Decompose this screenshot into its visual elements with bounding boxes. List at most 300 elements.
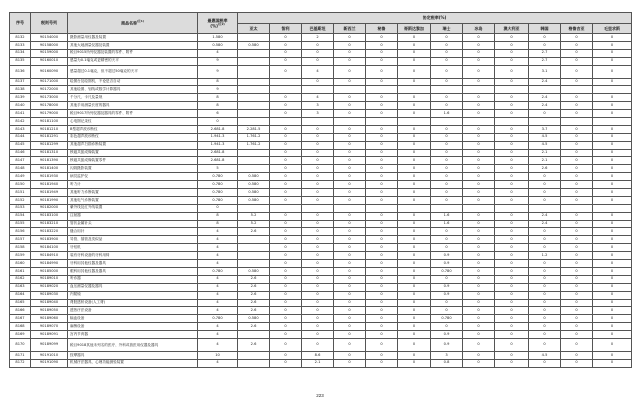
cell-rate: 0 [270,102,302,110]
cell-rate: 0 [334,189,366,197]
cell-rate: 0 [270,315,302,323]
header-code: 税则号列 [31,13,68,34]
cell-rate: 0 [593,173,632,181]
cell-rate: 0 [366,291,398,299]
table-row [10,86,632,94]
cell-name: 核磁共振成像装置 [68,149,198,157]
cell-code: 90189020 [31,283,68,291]
cell-rate: 0 [334,65,366,78]
cell-name: 内窥镜 [68,291,198,299]
cell-rate: 0.9 [431,252,463,260]
cell-rate: 0 [366,244,398,252]
cell-rate: 0 [561,34,593,42]
table-row [10,331,632,339]
cell-rate: 0 [529,291,561,299]
cell-rate: 0 [302,267,334,275]
cell-rate: 0 [302,331,334,339]
cell-rate: 0 [270,133,302,141]
cell-code: 90158000 [31,41,68,49]
cell-rate: 1.2 [529,252,561,260]
cell-code: 90185000 [31,267,68,275]
cell-rate [238,351,270,359]
cell-rate: 0 [302,133,334,141]
cell-rate: 0 [463,141,495,149]
cell-rate: 0 [593,291,632,299]
cell-mfn: 8 [198,102,238,110]
cell-code: 90160010 [31,57,68,65]
header-country: 巴基斯坦 [302,24,334,34]
cell-rate: 0 [561,125,593,133]
cell-mfn: 8 [198,212,238,220]
cell-rate: 0 [495,275,529,283]
cell-rate: 0 [302,275,334,283]
cell-rate: 0 [431,102,463,110]
cell-rate: 0 [334,196,366,204]
cell-code: 90173000 [31,94,68,102]
cell-rate [463,204,495,212]
cell-name: 病员监护仪 [68,173,198,181]
cell-rate [398,204,431,212]
cell-rate: 0 [495,173,529,181]
cell-rate: 0 [302,157,334,165]
cell-rate: 0 [270,141,302,149]
cell-rate: 0 [463,78,495,86]
table-row [10,57,632,65]
cell-name: 感量超过0.1毫克，但不超过50毫克的天平 [68,65,198,78]
cell-rate: 0 [398,236,431,244]
cell-rate: 0 [398,102,431,110]
cell-rate: 2.6 [529,165,561,173]
cell-rate: 0 [593,65,632,78]
cell-rate: 0 [495,244,529,252]
table-row [10,157,632,165]
cell-name: 其他手用测量长度的器具 [68,102,198,110]
cell-rate: 0 [431,78,463,86]
cell-mfn: 4 [198,283,238,291]
cell-rate: 0 [270,181,302,189]
cell-seq: 8135 [10,57,31,65]
cell-rate [238,78,270,86]
cell-rate: 0 [529,34,561,42]
cell-mfn: 4 [198,299,238,307]
cell-rate [398,86,431,94]
cell-rate: 1.6 [431,220,463,228]
cell-rate: 0 [593,275,632,283]
cell-rate [238,110,270,118]
cell-rate: 0.780 [431,315,463,323]
cell-mfn: 1.941.3 [198,133,238,141]
cell-rate: 0 [334,338,366,351]
cell-rate: 0 [302,78,334,86]
cell-rate [238,57,270,65]
cell-rate [529,118,561,126]
cell-name: B型超声波诊断仪 [68,125,198,133]
cell-rate: 0 [561,291,593,299]
table-row [10,252,632,260]
cell-rate: 0 [270,165,302,173]
table-row [10,181,632,189]
cell-rate: 8.6 [302,351,334,359]
cell-rate: 0 [561,141,593,149]
cell-rate [495,204,529,212]
cell-rate: 0 [270,34,302,42]
cell-rate: 0 [334,41,366,49]
cell-rate: 4.5 [529,141,561,149]
cell-name: 心电图记录仪 [68,118,198,126]
cell-rate: 0 [529,110,561,118]
cell-seq: 8160 [10,260,31,268]
header-country: 韩国 [529,24,561,34]
cell-name: 税目9017所列仪器及器具的零件、附件 [68,110,198,118]
cell-code: 90181990 [31,196,68,204]
cell-name: 输血设备 [68,315,198,323]
cell-rate: 0 [398,196,431,204]
cell-rate: 0 [431,196,463,204]
cell-name: 麻醉设备 [68,323,198,331]
cell-seq: 8169 [10,331,31,339]
cell-rate: 0 [463,307,495,315]
table-row [10,133,632,141]
table-row [10,118,632,126]
cell-rate: 0 [366,267,398,275]
cell-rate [238,34,270,42]
cell-rate: 0 [270,236,302,244]
cell-rate: 0 [366,283,398,291]
cell-rate: 0 [495,65,529,78]
cell-rate: 0 [463,181,495,189]
cell-rate: 0 [593,323,632,331]
cell-rate: 0 [366,49,398,57]
cell-rate: 0 [334,173,366,181]
cell-name: 牙科用其他仪器及器具 [68,260,198,268]
header-country: 亚太 [238,24,270,34]
cell-rate: 0 [366,34,398,42]
header-country: 瑞士 [431,24,463,34]
cell-rate: 2.1 [529,157,561,165]
cell-rate: 2 [302,34,334,42]
cell-rate: 0 [334,307,366,315]
cell-rate: 0 [366,323,398,331]
cell-rate: 0 [431,149,463,157]
cell-rate: 0 [561,110,593,118]
cell-rate: 0 [270,41,302,49]
cell-mfn: 4 [198,291,238,299]
cell-name: 绘图台及绘图机，不论是否自动 [68,78,198,86]
cell-name: 听力计 [68,181,198,189]
cell-rate: 0 [529,236,561,244]
cell-rate: 0 [495,102,529,110]
cell-rate: 0 [593,57,632,65]
table-row [10,65,632,78]
cell-rate: 0 [334,359,366,367]
cell-rate: 0 [366,275,398,283]
cell-rate: 0 [334,78,366,86]
cell-rate: 2.1 [529,149,561,157]
cell-rate: 0 [561,78,593,86]
cell-name: 其他绘图、划线或数学计算器具 [68,86,198,94]
cell-mfn: 8 [198,220,238,228]
cell-rate: 0 [593,220,632,228]
cell-rate: 0 [593,149,632,157]
cell-rate: 0 [270,252,302,260]
cell-code: 90181299 [31,141,68,149]
table-row [10,323,632,331]
cell-name: 其他听力诊断装置 [68,189,198,197]
cell-rate [334,204,366,212]
cell-rate: 0 [334,244,366,252]
cell-rate: 0 [495,307,529,315]
cell-rate: 0 [334,228,366,236]
cell-rate: 0 [431,244,463,252]
cell-rate: 0 [561,351,593,359]
cell-rate: 0 [334,236,366,244]
cell-rate: 0.8 [431,359,463,367]
cell-rate: 0 [529,331,561,339]
cell-rate [593,204,632,212]
cell-rate: 0 [593,236,632,244]
cell-seq: 8170 [10,338,31,351]
cell-rate: 0 [270,331,302,339]
cell-rate: 0 [561,165,593,173]
cell-rate: 0 [398,244,431,252]
cell-rate: 0 [561,49,593,57]
cell-rate: 0.780 [431,267,463,275]
cell-rate: 0 [270,49,302,57]
cell-rate: 0 [561,57,593,65]
cell-rate: 0 [463,102,495,110]
table-header [10,13,632,34]
tariff-table [9,12,632,368]
cell-rate: 0 [398,110,431,118]
cell-rate: 0 [593,212,632,220]
cell-seq: 8154 [10,212,31,220]
cell-seq: 8142 [10,118,31,126]
cell-mfn: 2.681.8 [198,125,238,133]
cell-rate: 0 [398,359,431,367]
cell-rate: 0 [431,65,463,78]
cell-rate [238,65,270,78]
cell-rate: 0 [593,41,632,49]
cell-rate: 2.6 [238,283,270,291]
cell-rate: 0 [398,57,431,65]
cell-seq: 8147 [10,157,31,165]
cell-rate [431,204,463,212]
table-row [10,315,632,323]
cell-rate: 0 [366,173,398,181]
cell-code: 90178000 [31,102,68,110]
cell-rate: 0 [270,260,302,268]
table-row [10,220,632,228]
cell-rate: 0.580 [238,181,270,189]
header-country: 澳大利亚 [495,24,529,34]
cell-rate: 0 [463,267,495,275]
table-row [10,338,632,351]
cell-rate: 1.761.2 [238,141,270,149]
cell-rate: 0 [398,125,431,133]
cell-rate: 0 [495,291,529,299]
cell-rate: 2.6 [238,338,270,351]
cell-rate: 0 [398,173,431,181]
cell-rate [238,260,270,268]
cell-rate [238,331,270,339]
cell-rate: 0 [561,260,593,268]
cell-mfn: 4 [198,331,238,339]
cell-rate: 2.6 [238,228,270,236]
cell-rate [270,204,302,212]
cell-seq: 8158 [10,244,31,252]
table-row [10,102,632,110]
cell-seq: 8150 [10,181,31,189]
cell-rate: 0 [270,338,302,351]
cell-rate: 0 [529,260,561,268]
cell-rate: 0 [561,307,593,315]
cell-rate [302,86,334,94]
cell-mfn: 6 [198,110,238,118]
cell-rate: 0 [334,94,366,102]
header-country: 冰岛 [463,24,495,34]
cell-code: 90181210 [31,125,68,133]
cell-code: 90172000 [31,86,68,94]
cell-name: 机械疗法器具、心理功能测验装置 [68,359,198,367]
cell-rate: 0 [561,228,593,236]
cell-seq: 8153 [10,204,31,212]
cell-rate: 0 [593,141,632,149]
table-row [10,351,632,359]
cell-rate [593,118,632,126]
cell-rate: 2.7 [529,57,561,65]
cell-rate: 2.1 [302,359,334,367]
cell-code: 90191090 [31,359,68,367]
cell-rate: 0 [495,283,529,291]
cell-rate: 0 [463,331,495,339]
cell-rate: 0 [561,315,593,323]
cell-rate: 0.9 [431,283,463,291]
cell-rate: 0 [529,283,561,291]
cell-rate: 0 [270,189,302,197]
cell-rate: 0 [529,275,561,283]
table-row [10,204,632,212]
cell-rate: 0 [495,125,529,133]
header-agreement-label: 协定税率 [422,15,439,20]
cell-rate: 0 [398,299,431,307]
table-row [10,189,632,197]
cell-rate: 0 [495,236,529,244]
cell-mfn: 4 [198,236,238,244]
cell-rate: 0 [529,267,561,275]
cell-rate: 2.4 [529,94,561,102]
cell-rate: 2.6 [238,307,270,315]
cell-rate: 0 [398,275,431,283]
cell-rate: 0 [463,133,495,141]
cell-rate: 2.7 [529,49,561,57]
cell-rate: 0 [366,189,398,197]
cell-code: 90181100 [31,118,68,126]
cell-rate: 0 [593,34,632,42]
cell-mfn: 4 [198,307,238,315]
cell-rate: 0 [593,299,632,307]
cell-rate: 0 [334,141,366,149]
cell-rate: 0 [366,338,398,351]
cell-rate: 0 [463,359,495,367]
cell-code: 90189099 [31,338,68,351]
cell-rate: 5.2 [238,212,270,220]
cell-seq: 8137 [10,78,31,86]
cell-rate: 0 [431,57,463,65]
cell-name: 按摩器具 [68,351,198,359]
cell-rate: 0 [431,181,463,189]
cell-rate: 0 [431,94,463,102]
header-country: 秘鲁 [366,24,398,34]
cell-mfn: 9 [198,86,238,94]
cell-rate [238,149,270,157]
cell-name: 其他超声扫描诊断装置 [68,141,198,149]
cell-seq: 8133 [10,41,31,49]
cell-rate: 0 [398,149,431,157]
cell-seq: 8144 [10,133,31,141]
cell-rate [238,204,270,212]
cell-rate: 0 [495,57,529,65]
cell-rate: 1.6 [431,110,463,118]
cell-rate: 0 [593,157,632,165]
cell-rate [238,359,270,367]
cell-mfn: 0.780 [198,267,238,275]
cell-rate: 0 [431,307,463,315]
cell-rate: 0 [302,283,334,291]
cell-mfn: 4 [198,338,238,351]
cell-rate: 0 [431,157,463,165]
cell-rate: 0 [463,94,495,102]
cell-rate: 0.580 [238,196,270,204]
cell-rate: 0 [529,244,561,252]
cell-rate: 0 [561,212,593,220]
cell-rate: 0 [302,189,334,197]
cell-rate: 0 [334,291,366,299]
cell-seq: 8166 [10,307,31,315]
cell-rate: 2.6 [238,299,270,307]
cell-seq: 8151 [10,189,31,197]
cell-name: 注射器 [68,212,198,220]
cell-rate: 0 [270,220,302,228]
cell-rate [238,157,270,165]
cell-rate: 0 [495,228,529,236]
cell-rate: 0 [561,102,593,110]
cell-seq: 8148 [10,165,31,173]
cell-rate: 4 [302,65,334,78]
cell-rate: 0 [463,338,495,351]
cell-code: 90181930 [31,173,68,181]
header-name-note: (注1) [137,19,144,23]
cell-rate: 0 [593,125,632,133]
cell-rate: 0 [334,260,366,268]
cell-rate: 0 [495,338,529,351]
cell-rate: 4 [302,94,334,102]
cell-mfn: 8 [198,94,238,102]
cell-rate: 0 [561,359,593,367]
header-mfn-label: 最惠国税率 [207,17,228,23]
cell-seq: 8157 [10,236,31,244]
cell-mfn: 4 [198,49,238,57]
cell-rate: 0 [431,125,463,133]
cell-code: 90181940 [31,181,68,189]
cell-name: 宫内节育器 [68,331,198,339]
cell-name: 核磁共振成像装置零件 [68,157,198,165]
cell-rate: 0 [366,228,398,236]
cell-rate [238,165,270,173]
cell-name: 其他电气诊断装置 [68,196,198,204]
cell-rate: 0 [366,359,398,367]
table-row [10,165,632,173]
cell-rate: 0 [431,133,463,141]
